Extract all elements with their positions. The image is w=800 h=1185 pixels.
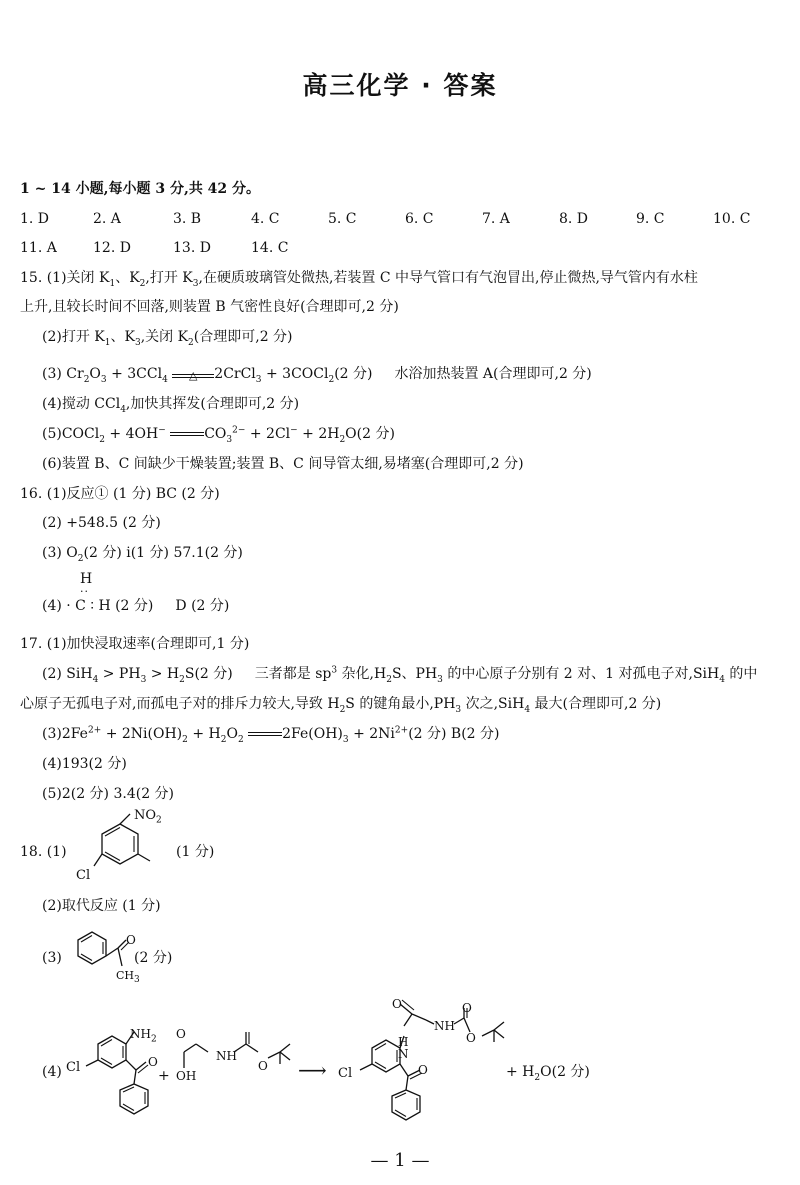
reactant-nh2-label: $NH_2$ <box>130 1027 157 1045</box>
acid-o-label: O <box>176 1027 186 1041</box>
plus-sign: + <box>158 1068 170 1084</box>
reaction-arrow: ⟶ <box>298 1058 327 1082</box>
q18-part1-score: (1 分) <box>176 844 215 860</box>
mc-answer: 11. A <box>20 240 57 256</box>
section-header: 1 ~ 14 小题,每小题 3 分,共 42 分。 <box>20 181 261 197</box>
product-cl-label: Cl <box>338 1066 353 1081</box>
mc-answer: 5. C <box>328 211 357 227</box>
q18-part3-label: (3) <box>42 950 62 966</box>
page-title: 高三化学 · 答案 <box>302 71 498 100</box>
q18-part3-score: (2 分) <box>134 950 173 966</box>
equals-sign <box>248 732 282 736</box>
ester-o-label: O <box>258 1059 268 1073</box>
reactant-cl-label: Cl <box>66 1060 81 1075</box>
mc-answer: 14. C <box>251 240 289 256</box>
mc-answer: 7. A <box>482 211 510 227</box>
acid-oh-label: OH <box>176 1069 197 1083</box>
electron-dot-formula: H ·· (4) · C ∶ H (2 分) D (2 分) <box>42 571 230 614</box>
product-ester-o-label: O <box>466 1031 476 1045</box>
q18-part4-label: (4) <box>42 1064 62 1080</box>
mc-answer: 4. C <box>251 211 280 227</box>
q18-part4-tail: + $H_2O(2$ 分) <box>506 1064 590 1083</box>
product-amide-o-label: O <box>392 997 402 1011</box>
mc-answer: 9. C <box>636 211 665 227</box>
mc-answer: 8. D <box>559 211 589 227</box>
product-ketone-o-label: O <box>418 1063 428 1077</box>
q16-part3: (3) $O_2(2$ 分) i(1 分) 57.1(2 分) <box>42 545 243 564</box>
carbonyl-o-label: O <box>126 933 136 947</box>
methyl-label: $CH_3$ <box>116 969 140 986</box>
q17-part4: (4)193(2 分) <box>42 756 127 772</box>
nitro-group-label: $NO_2$ <box>134 808 162 826</box>
q17-part2: (2) $SiH_4 > PH_3 > H_2S(2$ 分) 三者都是 $sp^3$ 杂化$,H_2S$、$PH_3$ 的中心原子分别有 2 对、1 对孤电子对,SiH$_4$ 的中 <box>42 665 758 685</box>
page-number: — 1 — <box>370 1150 430 1171</box>
mc-answer: 3. B <box>173 211 202 227</box>
q18-part2: (2)取代反应 (1 分) <box>42 898 161 914</box>
q17-part3: $(3)2Fe^{2+} + 2Ni(OH)_2 + H_2O_2$ $2Fe(OH)_3 + 2Ni^{2+}(2$ 分) B(2 分) <box>42 725 500 745</box>
q17-part1: 17. (1)加快浸取速率(合理即可,1 分) <box>20 636 250 652</box>
reactant-o-label: O <box>148 1055 158 1069</box>
q15-part2: (2)打开 $K_1$、$K_3$,关闭 $K_2$(合理即可,2 分) <box>42 329 293 348</box>
q15-part3: (3) $Cr_2O_3 + 3CCl_4$ △ 2CrCl$_3$ + 3COCl$_2$(2 分) 水浴加热装置 A(合理即可,2 分) <box>42 366 592 385</box>
q16-part1: 16. (1)反应① (1 分) BC (2 分) <box>20 486 220 502</box>
q15-part5: (5)COCl$_2$ + 4OH− $CO_3^{2-} + 2Cl^- + 2H_2O(2$ 分) <box>42 425 395 445</box>
q15-part4: (4)搅动 CCl$_4$,加快其挥发(合理即可,2 分) <box>42 396 300 415</box>
q15-line1-cont: 上升,且较长时间不回落,则装置 B 气密性良好(合理即可,2 分) <box>20 299 399 315</box>
mc-answer: 1. D <box>20 211 50 227</box>
q15-part6: (6)装置 B、C 间缺少干燥装置;装置 B、C 间导管太细,易堵塞(合理即可,2 分) <box>42 456 524 472</box>
product-carbonyl-o-label: O <box>462 1001 472 1015</box>
mc-answer: 2. A <box>93 211 121 227</box>
product-amide-n-label: N <box>398 1047 409 1061</box>
q16-part2: (2) +548.5 (2 分) <box>42 515 161 531</box>
glycine-nh-label: NH <box>216 1049 237 1063</box>
product-amide-h-label: H <box>398 1035 409 1049</box>
mc-answer: 13. D <box>173 240 211 256</box>
chloro-label: Cl <box>76 868 91 883</box>
mc-answer: 10. C <box>713 211 751 227</box>
mc-answer: 6. C <box>405 211 434 227</box>
q18-part1-label: 18. (1) <box>20 844 67 860</box>
mc-answer: 12. D <box>93 240 131 256</box>
q15-line1: 15. (1)关闭 $K_1$、$K_2$,打开 $K_3$,在硬质玻璃管处微热,若装置 C 中导气管口有气泡冒出,停止微热,导气管内有水柱 <box>20 270 698 289</box>
product-nh-label: NH <box>434 1019 455 1033</box>
equals-sign <box>170 432 204 436</box>
q17-part5: (5)2(2 分) 3.4(2 分) <box>42 786 175 802</box>
q17-part2-cont: 心原子无孤电子对,而孤电子对的排斥力较大,导致 $H_2S$ 的键角最小$,PH_3$ 次之,SiH$_4$ 最大(合理即可,2 分) <box>20 696 662 715</box>
